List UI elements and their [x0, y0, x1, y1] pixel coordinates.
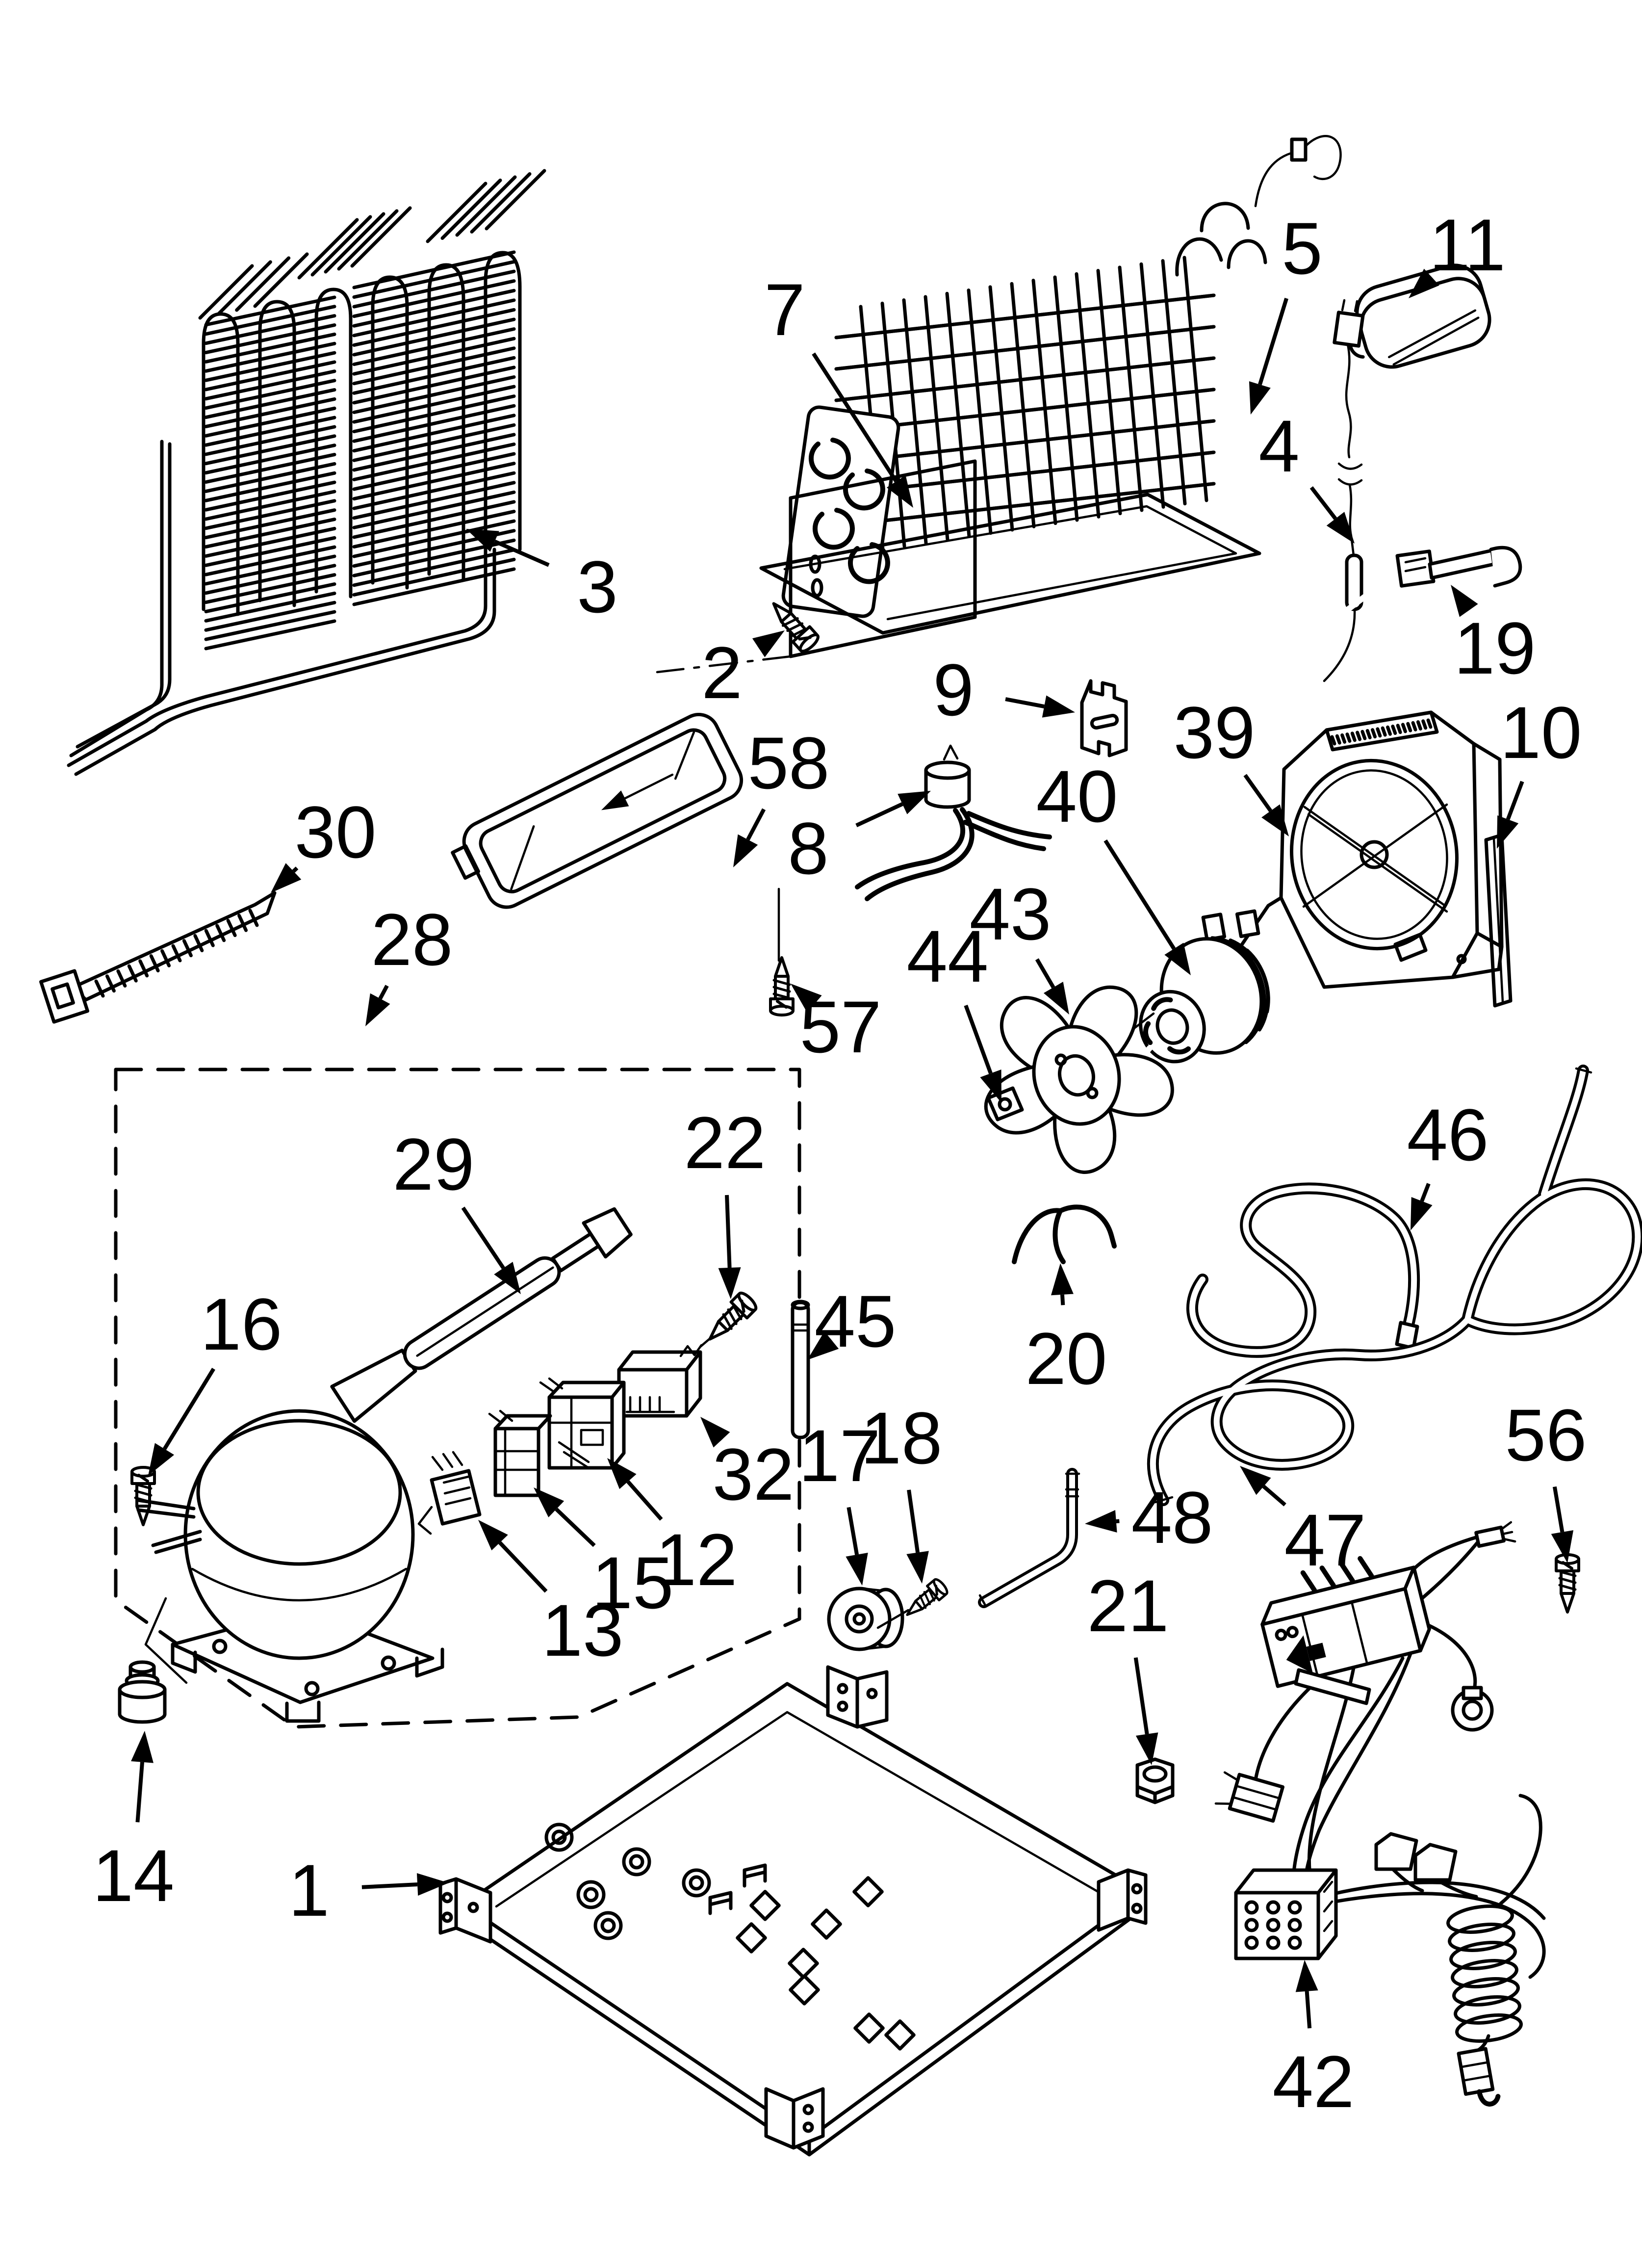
- callout-14: [93, 1731, 175, 1917]
- hatch-line: [1332, 737, 1334, 744]
- condenser-tube-hl: [836, 327, 1214, 369]
- callout-leader: [909, 1490, 918, 1553]
- callout-29: [393, 1123, 521, 1294]
- hatch-line: [354, 559, 514, 595]
- hatch-line: [1012, 284, 1034, 526]
- callout-28: [365, 898, 453, 1026]
- callout-leader: [966, 1005, 991, 1073]
- callout-label-2: 2: [701, 631, 743, 714]
- callout-label-7: 7: [764, 268, 805, 351]
- tube-46-drawing: [1192, 1188, 1417, 1352]
- callout-label-39: 39: [1173, 691, 1256, 774]
- hatch-line: [1337, 736, 1339, 743]
- hatch-line: [947, 293, 969, 536]
- callout-label-18: 18: [860, 1397, 943, 1479]
- callout-3: [466, 529, 618, 628]
- callout-2: [701, 630, 785, 714]
- callout-11: [1409, 204, 1506, 298]
- strip-drawing: [1486, 835, 1511, 1006]
- hatch-line: [354, 454, 514, 489]
- callout-label-9: 9: [933, 649, 974, 731]
- callout-label-40: 40: [1036, 755, 1118, 837]
- callout-label-5: 5: [1282, 207, 1323, 289]
- hatch-line: [1403, 725, 1405, 731]
- callout-label-8: 8: [788, 807, 829, 889]
- hatch-line: [354, 550, 514, 585]
- callout-47: [1240, 1466, 1366, 1581]
- hatch-line: [1358, 732, 1360, 739]
- bracket-drawing: [1082, 681, 1126, 756]
- grommet-drawing: [120, 1662, 165, 1722]
- callout-45: [807, 1280, 896, 1362]
- callout-30: [271, 791, 376, 893]
- harness-wire: [1417, 1540, 1479, 1602]
- hatch-line: [354, 339, 514, 374]
- hatch-line: [428, 183, 486, 241]
- callout-4: [1258, 405, 1355, 544]
- hatch-line: [1423, 721, 1426, 728]
- hatch-line: [354, 406, 514, 441]
- callout-57: [791, 984, 881, 1068]
- callout-arrowhead: [365, 993, 390, 1026]
- callout-label-48: 48: [1131, 1476, 1213, 1559]
- callout-label-29: 29: [392, 1123, 475, 1205]
- callout-46: [1407, 1094, 1489, 1230]
- base-frame-drawing: [440, 1667, 1146, 2155]
- callout-leader: [500, 1542, 546, 1591]
- callout-leader: [1311, 488, 1335, 519]
- callout-leader: [463, 1208, 503, 1268]
- callout-arrowhead: [1497, 815, 1518, 849]
- hatch-line: [200, 266, 252, 318]
- callout-label-16: 16: [200, 1283, 282, 1365]
- compressor-drawing: [138, 1411, 442, 1721]
- hatch-line: [354, 416, 514, 451]
- callout-21: [1087, 1564, 1169, 1765]
- hatch-line: [354, 358, 514, 393]
- hatch-line: [1428, 720, 1431, 727]
- capacitor-drawing: [619, 1345, 701, 1416]
- hatch-line: [255, 254, 307, 306]
- callout-leader: [362, 1884, 417, 1887]
- callout-label-28: 28: [371, 898, 453, 981]
- cord-coil-loop: [1455, 2011, 1523, 2045]
- callout-44: [907, 915, 1001, 1103]
- callout-leader: [556, 1509, 594, 1545]
- hatch-line: [354, 290, 514, 326]
- callout-arrowhead: [1296, 1960, 1318, 1992]
- hatch-line: [354, 300, 514, 336]
- callout-label-22: 22: [684, 1101, 766, 1184]
- clip-drawing: [1397, 547, 1520, 586]
- hatch-line: [218, 262, 270, 314]
- callout-9: [933, 649, 1075, 731]
- callout-8: [788, 791, 931, 889]
- hatch-line: [354, 329, 514, 365]
- callout-48: [1085, 1476, 1213, 1559]
- callout-label-19: 19: [1454, 607, 1536, 689]
- callout-32: [700, 1417, 794, 1515]
- callout-label-1: 1: [288, 1849, 330, 1931]
- callout-arrowhead: [131, 1731, 154, 1763]
- hatch-line: [1033, 281, 1055, 523]
- callout-22: [684, 1101, 766, 1299]
- condenser-tube-hl: [836, 358, 1214, 400]
- condenser-tube-hl: [836, 295, 1214, 338]
- callout-5: [1249, 207, 1323, 415]
- overload-drawing: [489, 1411, 550, 1495]
- hatch-line: [354, 319, 514, 355]
- callout-leader: [1508, 782, 1522, 819]
- hatch-line: [354, 271, 514, 307]
- hatch-line: [354, 387, 514, 422]
- callout-label-21: 21: [1087, 1564, 1169, 1647]
- hatch-line: [472, 174, 530, 232]
- callout-leader: [1105, 840, 1174, 949]
- callout-40: [1036, 755, 1191, 975]
- callout-arrowhead: [148, 1443, 174, 1476]
- harness-screw: [1556, 1555, 1579, 1612]
- hatch-line: [354, 444, 514, 480]
- callout-leader: [164, 1369, 213, 1449]
- hatch-line: [1398, 726, 1400, 732]
- callout-leader: [727, 1195, 730, 1268]
- callout-arrowhead: [1411, 1197, 1433, 1230]
- hatch-line: [1184, 258, 1206, 500]
- callout-label-44: 44: [906, 915, 989, 997]
- hatch-line: [969, 290, 991, 533]
- callout-leader: [1136, 1658, 1147, 1734]
- callout-leader: [1005, 699, 1044, 706]
- hatch-line: [487, 171, 544, 229]
- callout-leader: [1037, 959, 1053, 987]
- callout-arrowhead: [1051, 1263, 1074, 1295]
- callout-label-47: 47: [1284, 1499, 1366, 1581]
- hatch-line: [1393, 727, 1395, 733]
- callout-label-45: 45: [814, 1280, 897, 1362]
- callout-label-58: 58: [747, 722, 830, 804]
- callout-label-11: 11: [1429, 204, 1506, 286]
- callout-arrowhead: [1042, 695, 1075, 717]
- hatch-line: [354, 435, 514, 470]
- hatch-line: [1413, 723, 1415, 730]
- wire-harness-drawing: [1215, 1522, 1544, 2108]
- callout-leader: [748, 809, 764, 840]
- callout-leader: [1245, 775, 1271, 811]
- relay-drawing: [540, 1379, 624, 1468]
- callout-label-12: 12: [655, 1518, 738, 1601]
- hatch-line: [1378, 729, 1380, 736]
- hatch-line: [1367, 730, 1370, 737]
- callout-label-46: 46: [1407, 1094, 1489, 1176]
- hatch-line: [354, 473, 514, 508]
- harness-wire: [1501, 1796, 1540, 1903]
- compressor-screw: [132, 1467, 154, 1525]
- hatch-line: [990, 287, 1012, 530]
- l-tube-drawing: [980, 1474, 1079, 1606]
- hatch-line: [1408, 724, 1411, 730]
- callout-arrowhead: [1085, 1510, 1117, 1533]
- callout-leader: [856, 804, 902, 826]
- hatch-line: [442, 181, 500, 238]
- hatch-line: [1373, 730, 1375, 737]
- callout-label-43: 43: [969, 873, 1052, 955]
- callout-20: [1026, 1263, 1107, 1400]
- callout-label-20: 20: [1025, 1317, 1107, 1400]
- hatch-line: [1383, 728, 1385, 735]
- hatch-line: [354, 367, 514, 403]
- callout-1: [288, 1849, 449, 1931]
- hatch-line: [1418, 722, 1420, 729]
- callout-label-32: 32: [712, 1433, 795, 1515]
- hatch-line: [1362, 731, 1365, 738]
- callout-label-4: 4: [1258, 405, 1300, 487]
- callout-leader: [1260, 298, 1286, 385]
- hatch-line: [1342, 735, 1345, 742]
- hatch-line: [354, 569, 514, 604]
- callout-label-15: 15: [591, 1541, 674, 1624]
- callout-label-42: 42: [1272, 2040, 1355, 2123]
- hatch-line: [1347, 734, 1350, 741]
- hatch-line: [354, 281, 514, 316]
- hatch-line: [1387, 727, 1390, 734]
- evaporator-coil-drawing: [69, 171, 544, 774]
- hatch-line: [354, 262, 514, 297]
- callout-arrowhead: [752, 630, 785, 657]
- callout-arrowhead: [906, 1551, 929, 1584]
- callout-arrowhead: [846, 1553, 868, 1586]
- harness-wire: [1256, 1675, 1324, 1780]
- callout-label-17: 17: [798, 1414, 881, 1497]
- callout-19: [1451, 585, 1536, 689]
- cable-tie-drawing: [41, 893, 275, 1022]
- hatch-line: [354, 464, 514, 499]
- hatch-line: [354, 348, 514, 384]
- drain-pan-screw: [770, 958, 793, 1015]
- callout-leader: [1555, 1487, 1563, 1532]
- condenser-assembly-drawing: [657, 136, 1340, 672]
- callout-leader: [848, 1507, 857, 1555]
- callout-leader: [628, 1482, 661, 1519]
- callout-label-3: 3: [577, 546, 618, 628]
- callout-label-30: 30: [294, 791, 377, 873]
- hatch-line: [354, 310, 514, 345]
- callout-leader: [1263, 1486, 1285, 1505]
- hatch-line: [354, 396, 514, 432]
- callout-label-57: 57: [799, 986, 882, 1068]
- callout-leader: [1422, 1184, 1429, 1201]
- callout-10: [1497, 691, 1582, 849]
- hatch-line: [457, 177, 515, 235]
- callout-42: [1273, 1960, 1355, 2123]
- drain-pan-drawing: [445, 708, 793, 1015]
- callout-leader: [380, 986, 387, 998]
- callout-leader: [1307, 1991, 1309, 2028]
- callout-39: [1174, 691, 1289, 836]
- wire-hook-drawing: [1014, 1207, 1114, 1262]
- callout-arrowhead: [733, 834, 758, 867]
- hatch-line: [354, 492, 514, 527]
- callout-leader: [137, 1762, 142, 1823]
- hatch-line: [354, 425, 514, 460]
- callout-leader: [1062, 1295, 1063, 1305]
- terminal-drawing: [419, 1452, 480, 1534]
- callout-label-14: 14: [92, 1834, 175, 1917]
- callout-label-13: 13: [541, 1589, 624, 1671]
- callout-56: [1505, 1394, 1587, 1563]
- callout-label-10: 10: [1500, 691, 1582, 774]
- hatch-line: [354, 483, 514, 518]
- hatch-line: [1352, 733, 1355, 740]
- hatch-line: [354, 377, 514, 412]
- callout-label-56: 56: [1505, 1394, 1587, 1476]
- nut-drawing: [1137, 1759, 1173, 1802]
